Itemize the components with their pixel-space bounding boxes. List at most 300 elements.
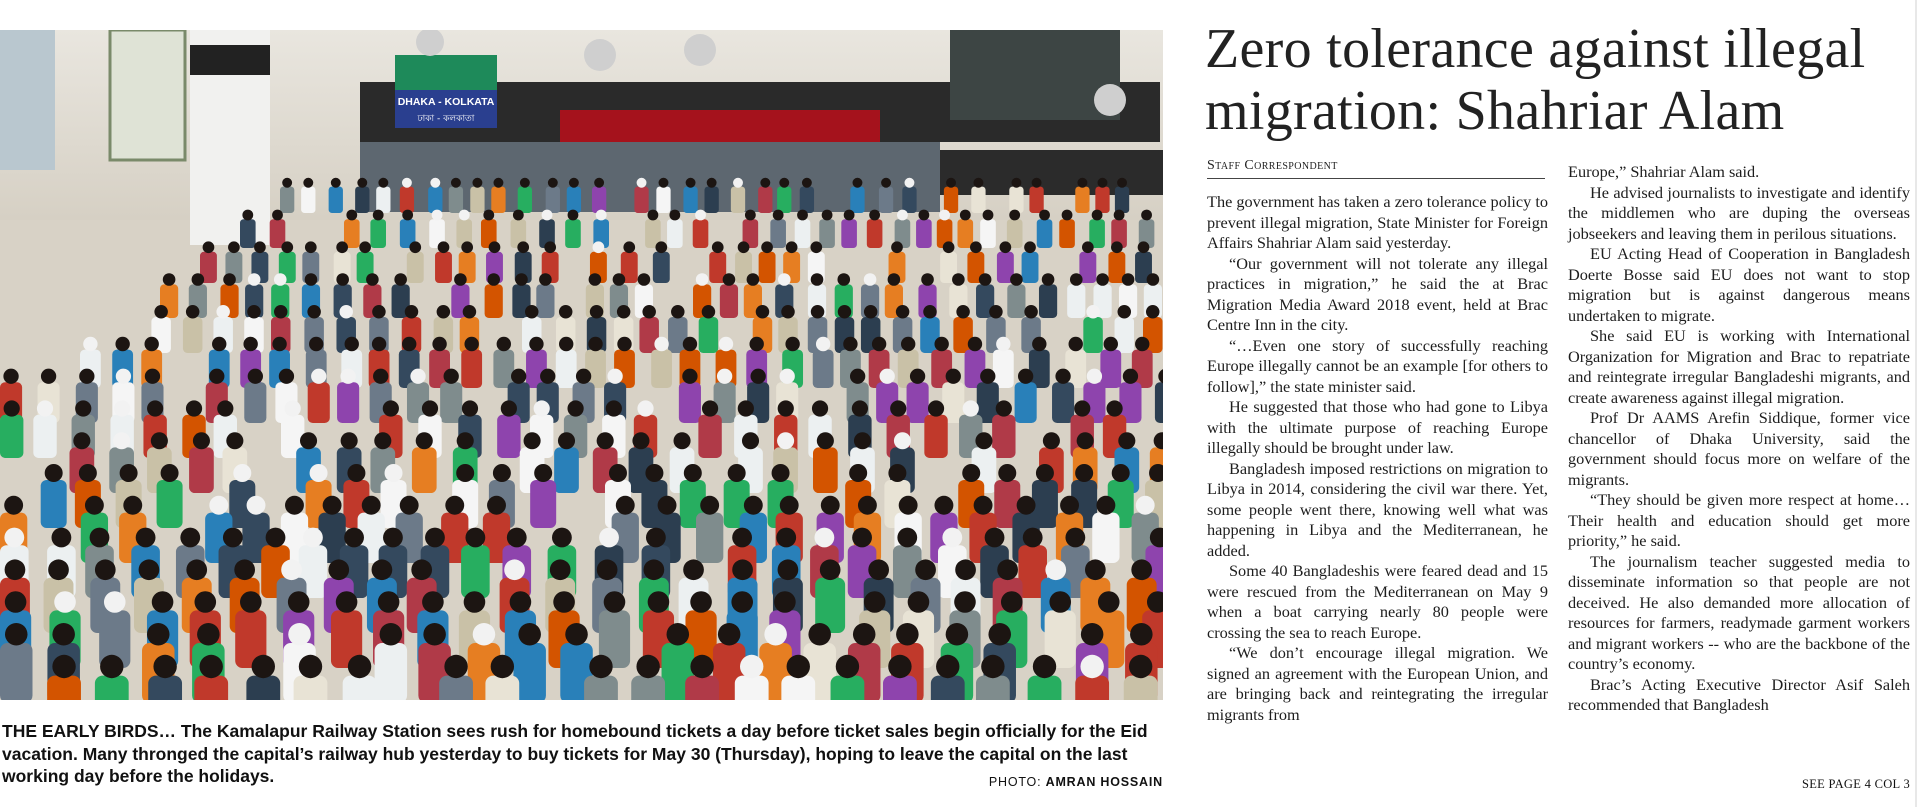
person-head bbox=[534, 464, 552, 482]
person-head bbox=[1069, 337, 1083, 351]
person-head bbox=[760, 178, 770, 188]
person-body bbox=[813, 350, 834, 388]
person-head bbox=[1096, 273, 1109, 286]
person-body bbox=[400, 187, 414, 213]
person-body bbox=[1115, 317, 1135, 353]
person-head bbox=[613, 273, 626, 286]
person-head bbox=[153, 655, 176, 678]
person-body bbox=[867, 219, 883, 248]
person-head bbox=[462, 400, 478, 416]
person-head bbox=[981, 655, 1004, 678]
person-head bbox=[366, 273, 379, 286]
person-head bbox=[1060, 496, 1079, 515]
person-head bbox=[696, 273, 709, 286]
person-head bbox=[518, 623, 541, 646]
person-head bbox=[996, 337, 1010, 351]
person-body bbox=[916, 219, 932, 248]
person-head bbox=[405, 305, 419, 319]
person-head bbox=[1039, 210, 1050, 221]
person-head bbox=[378, 178, 388, 188]
person-body bbox=[428, 187, 442, 213]
person-head bbox=[747, 273, 760, 286]
person-head bbox=[821, 496, 840, 515]
person-head bbox=[380, 623, 403, 646]
person-head bbox=[921, 273, 934, 286]
person-head bbox=[1106, 400, 1122, 416]
person-head bbox=[1077, 178, 1087, 188]
person-head bbox=[336, 241, 348, 253]
person-head bbox=[163, 273, 176, 286]
person-head bbox=[749, 337, 763, 351]
person-head bbox=[266, 528, 286, 548]
person-head bbox=[559, 337, 573, 351]
person-body bbox=[554, 447, 579, 493]
person-head bbox=[998, 464, 1016, 482]
person-body bbox=[329, 187, 343, 213]
person-head bbox=[493, 464, 511, 482]
person-head bbox=[745, 210, 756, 221]
person-head bbox=[558, 432, 575, 449]
person-head bbox=[52, 623, 75, 646]
person-head bbox=[1049, 591, 1071, 613]
person-head bbox=[402, 178, 412, 188]
person-head bbox=[186, 400, 202, 416]
person-head bbox=[744, 496, 763, 515]
person-body bbox=[699, 317, 719, 353]
person-head bbox=[487, 273, 500, 286]
person-head bbox=[409, 241, 421, 253]
person-head bbox=[980, 369, 995, 384]
person-body bbox=[1095, 187, 1109, 213]
person-body bbox=[375, 643, 408, 700]
person-body bbox=[993, 350, 1014, 388]
person-head bbox=[41, 369, 56, 384]
person-head bbox=[872, 337, 886, 351]
person-head bbox=[372, 559, 393, 580]
person-head bbox=[973, 178, 983, 188]
person-head bbox=[550, 559, 571, 580]
person-body bbox=[924, 415, 947, 458]
person-head bbox=[372, 337, 386, 351]
person-body bbox=[758, 187, 772, 213]
person-head bbox=[37, 400, 53, 416]
person-head bbox=[655, 241, 667, 253]
person-head bbox=[742, 432, 759, 449]
person-body bbox=[244, 382, 266, 423]
person-head bbox=[928, 400, 944, 416]
person-head bbox=[778, 559, 799, 580]
person-head bbox=[288, 591, 310, 613]
person-head bbox=[151, 432, 168, 449]
person-head bbox=[247, 496, 266, 515]
person-body bbox=[944, 187, 958, 213]
person-head bbox=[489, 241, 501, 253]
article-byline: Staff Correspondent bbox=[1207, 158, 1545, 179]
person-head bbox=[548, 178, 558, 188]
person-head bbox=[1033, 655, 1056, 678]
person-head bbox=[777, 432, 794, 449]
person-head bbox=[738, 241, 750, 253]
paragraph: The journalism teacher suggested media to disseminate information so that people are not deceived. He also demanded more allocation of resources for farmers, readymade garment workers and migrant workers -- who are the backbone of the country’s economy. bbox=[1568, 551, 1910, 673]
person-head bbox=[328, 559, 349, 580]
person-head bbox=[814, 528, 834, 548]
person-head bbox=[864, 273, 877, 286]
person-head bbox=[901, 337, 915, 351]
person-head bbox=[1123, 369, 1138, 384]
person-body bbox=[957, 219, 973, 248]
person-head bbox=[186, 305, 200, 319]
station-sign-green bbox=[395, 55, 497, 90]
person-body bbox=[0, 415, 23, 458]
person-head bbox=[75, 400, 91, 416]
paragraph: “…Even one story of successfully reaching Europe illegally cannot be an example [for others to follow],” the state minister said. bbox=[1207, 335, 1548, 396]
person-head bbox=[808, 623, 831, 646]
person-head bbox=[1135, 337, 1149, 351]
person-body bbox=[653, 252, 670, 283]
person-head bbox=[444, 369, 459, 384]
person-head bbox=[5, 591, 27, 613]
person-body bbox=[1028, 676, 1062, 700]
person-head bbox=[787, 655, 810, 678]
person-head bbox=[686, 178, 696, 188]
person-head bbox=[1114, 210, 1125, 221]
person-head bbox=[336, 591, 358, 613]
person-head bbox=[513, 210, 524, 221]
person-body bbox=[33, 415, 56, 458]
person-body bbox=[0, 643, 33, 700]
person-head bbox=[667, 623, 690, 646]
person-body bbox=[567, 187, 581, 213]
person-head bbox=[226, 432, 243, 449]
person-head bbox=[797, 210, 808, 221]
person-head bbox=[974, 496, 993, 515]
person-body bbox=[656, 187, 670, 213]
person-head bbox=[576, 369, 591, 384]
person-body bbox=[1015, 382, 1037, 423]
person-head bbox=[154, 305, 168, 319]
person-head bbox=[282, 178, 292, 188]
person-head bbox=[864, 305, 878, 319]
person-head bbox=[880, 369, 895, 384]
person-head bbox=[939, 210, 950, 221]
person-head bbox=[606, 400, 622, 416]
person-head bbox=[507, 528, 527, 548]
person-body bbox=[1052, 382, 1074, 423]
person-head bbox=[644, 559, 665, 580]
person-head bbox=[145, 369, 160, 384]
person-body bbox=[704, 187, 718, 213]
person-head bbox=[422, 400, 438, 416]
page-edge bbox=[1915, 0, 1917, 807]
person-body bbox=[651, 350, 672, 388]
person-head bbox=[642, 305, 656, 319]
person-body bbox=[440, 382, 462, 423]
person-head bbox=[416, 432, 433, 449]
person-head bbox=[599, 528, 619, 548]
person-body bbox=[1029, 187, 1043, 213]
person-head bbox=[310, 464, 328, 482]
paragraph: Brac’s Acting Executive Director Asif Saleh recommended that Bangladesh bbox=[1568, 674, 1910, 714]
person-body bbox=[1100, 350, 1121, 388]
person-head bbox=[192, 273, 205, 286]
person-head bbox=[147, 623, 170, 646]
person-head bbox=[4, 496, 23, 515]
person-head bbox=[305, 241, 317, 253]
person-head bbox=[1131, 559, 1152, 580]
person-head bbox=[272, 337, 286, 351]
person-head bbox=[228, 241, 240, 253]
person-head bbox=[946, 369, 961, 384]
person-body bbox=[439, 676, 473, 700]
person-head bbox=[890, 400, 906, 416]
person-head bbox=[854, 432, 871, 449]
person-head bbox=[702, 305, 716, 319]
person-head bbox=[1036, 464, 1054, 482]
person-head bbox=[186, 559, 207, 580]
person-head bbox=[1136, 496, 1155, 515]
person-head bbox=[700, 496, 719, 515]
person-head bbox=[274, 305, 288, 319]
person-body bbox=[240, 219, 256, 248]
person-head bbox=[54, 591, 76, 613]
person-head bbox=[461, 241, 473, 253]
person-head bbox=[209, 496, 228, 515]
person-head bbox=[943, 241, 955, 253]
person-body bbox=[841, 219, 857, 248]
person-head bbox=[552, 528, 572, 548]
person-head bbox=[1118, 432, 1135, 449]
person-body bbox=[693, 219, 709, 248]
person-head bbox=[463, 305, 477, 319]
person-head bbox=[410, 369, 425, 384]
person-head bbox=[648, 591, 670, 613]
person-head bbox=[1074, 400, 1090, 416]
person-body bbox=[1075, 187, 1089, 213]
news-photo bbox=[0, 30, 1163, 700]
person-body bbox=[819, 219, 835, 248]
person-head bbox=[248, 369, 263, 384]
person-head bbox=[432, 210, 443, 221]
person-head bbox=[459, 210, 470, 221]
person-body bbox=[343, 676, 377, 700]
person-head bbox=[568, 210, 579, 221]
person-head bbox=[1070, 273, 1083, 286]
person-head bbox=[497, 337, 511, 351]
person-head bbox=[918, 210, 929, 221]
person-head bbox=[756, 305, 770, 319]
person-head bbox=[1138, 241, 1150, 253]
person-head bbox=[645, 464, 663, 482]
person-head bbox=[638, 273, 651, 286]
paragraph: EU Acting Head of Cooperation in Bangladesh Doerte Bosse said EU does not want to stop migration but is against dangerous means undertaken to migrate. bbox=[1568, 244, 1910, 325]
person-head bbox=[817, 432, 834, 449]
person-head bbox=[594, 178, 604, 188]
person-head bbox=[646, 528, 666, 548]
person-body bbox=[1059, 219, 1075, 248]
person-head bbox=[896, 305, 910, 319]
person-head bbox=[372, 305, 386, 319]
person-head bbox=[383, 528, 403, 548]
person-head bbox=[1086, 305, 1100, 319]
person-body bbox=[412, 447, 437, 493]
person-body bbox=[461, 350, 482, 388]
person-head bbox=[79, 464, 97, 482]
person-body bbox=[301, 187, 315, 213]
person-head bbox=[1092, 210, 1103, 221]
person-head bbox=[849, 464, 867, 482]
person-body bbox=[980, 219, 996, 248]
person-head bbox=[923, 305, 937, 319]
person-head bbox=[197, 623, 220, 646]
person-body bbox=[831, 676, 865, 700]
person-head bbox=[896, 623, 919, 646]
article-column-1 bbox=[1207, 192, 1548, 725]
person-head bbox=[781, 305, 795, 319]
person-head bbox=[454, 273, 467, 286]
article-headline: Zero tolerance against illegal migration: Shahriar Alam bbox=[1205, 18, 1866, 142]
person-body bbox=[683, 187, 697, 213]
person-head bbox=[836, 655, 859, 678]
person-head bbox=[144, 337, 158, 351]
person-head bbox=[569, 178, 579, 188]
person-body bbox=[971, 187, 985, 213]
person-head bbox=[357, 178, 367, 188]
person-head bbox=[946, 623, 969, 646]
person-head bbox=[348, 655, 371, 678]
person-head bbox=[152, 591, 174, 613]
person-body bbox=[157, 480, 183, 528]
person-head bbox=[659, 178, 669, 188]
person-head bbox=[1085, 559, 1106, 580]
person-head bbox=[682, 369, 697, 384]
person-head bbox=[1024, 305, 1038, 319]
person-head bbox=[216, 305, 230, 319]
person-body bbox=[813, 447, 838, 493]
person-head bbox=[542, 210, 553, 221]
person-head bbox=[524, 432, 541, 449]
see-page-jump[interactable]: SEE PAGE 4 COL 3 bbox=[1801, 777, 1910, 791]
person-head bbox=[780, 369, 795, 384]
person-head bbox=[1001, 591, 1023, 613]
person-head bbox=[347, 464, 365, 482]
person-head bbox=[212, 337, 226, 351]
person-head bbox=[853, 178, 863, 188]
person-body bbox=[883, 676, 917, 700]
person-body bbox=[795, 219, 811, 248]
person-head bbox=[1042, 273, 1055, 286]
person-head bbox=[888, 655, 911, 678]
person-head bbox=[5, 623, 28, 646]
person-head bbox=[837, 273, 850, 286]
person-head bbox=[1032, 337, 1046, 351]
person-head bbox=[718, 623, 741, 646]
person-head bbox=[1104, 337, 1118, 351]
person-body bbox=[47, 676, 81, 700]
person-head bbox=[956, 305, 970, 319]
person-head bbox=[1017, 496, 1036, 515]
person-head bbox=[274, 273, 287, 286]
person-head bbox=[1075, 464, 1093, 482]
person-head bbox=[604, 591, 626, 613]
person-head bbox=[1009, 210, 1020, 221]
person-body bbox=[976, 676, 1010, 700]
paragraph: “Our government will not tolerate any illegal practices in migration,” he said the at Brac Migration Media Award 2018 event, held at Brac Centre Inn in the city. bbox=[1207, 253, 1548, 334]
person-head bbox=[684, 464, 702, 482]
person-head bbox=[79, 369, 94, 384]
person-body bbox=[634, 187, 648, 213]
person-head bbox=[4, 528, 24, 548]
person-head bbox=[850, 369, 865, 384]
caption-lead: THE EARLY BIRDS… bbox=[2, 721, 177, 741]
person-body bbox=[685, 676, 719, 700]
person-head bbox=[776, 528, 796, 548]
person-head bbox=[464, 337, 478, 351]
person-body bbox=[1022, 252, 1039, 283]
person-head bbox=[346, 210, 357, 221]
person-head bbox=[1043, 432, 1060, 449]
person-head bbox=[373, 210, 384, 221]
person-body bbox=[485, 284, 503, 318]
person-head bbox=[915, 559, 936, 580]
person-head bbox=[1045, 559, 1066, 580]
person-head bbox=[597, 559, 618, 580]
person-head bbox=[590, 305, 604, 319]
person-head bbox=[988, 623, 1011, 646]
person-head bbox=[194, 591, 216, 613]
person-head bbox=[786, 241, 798, 253]
person-head bbox=[374, 432, 391, 449]
person-head bbox=[430, 178, 440, 188]
person-head bbox=[483, 210, 494, 221]
person-head bbox=[904, 178, 914, 188]
person-head bbox=[199, 655, 222, 678]
person-head bbox=[331, 178, 341, 188]
person-body bbox=[631, 676, 665, 700]
person-head bbox=[373, 369, 388, 384]
person-head bbox=[394, 273, 407, 286]
person-head bbox=[780, 496, 799, 515]
person-head bbox=[472, 178, 482, 188]
person-head bbox=[288, 623, 311, 646]
person-head bbox=[456, 464, 474, 482]
person-head bbox=[597, 432, 614, 449]
person-head bbox=[303, 178, 313, 188]
person-head bbox=[385, 464, 403, 482]
person-head bbox=[223, 273, 236, 286]
person-head bbox=[812, 400, 828, 416]
person-head bbox=[811, 305, 825, 319]
person-head bbox=[636, 655, 659, 678]
person-head bbox=[593, 241, 605, 253]
person-head bbox=[299, 655, 322, 678]
person-head bbox=[254, 241, 266, 253]
person-head bbox=[161, 464, 179, 482]
paragraph: Prof Dr AAMS Arefin Siddique, former vice chancellor of Dhaka University, said the government should focus more on welfare of the migrants. bbox=[1568, 408, 1910, 489]
person-head bbox=[740, 655, 763, 678]
person-body bbox=[902, 187, 916, 213]
person-head bbox=[910, 369, 925, 384]
person-head bbox=[997, 559, 1018, 580]
person-body bbox=[667, 219, 683, 248]
person-head bbox=[690, 655, 713, 678]
person-head bbox=[511, 369, 526, 384]
person-body bbox=[546, 187, 560, 213]
person-head bbox=[1011, 178, 1021, 188]
person-head bbox=[712, 241, 724, 253]
person-head bbox=[487, 496, 506, 515]
person-head bbox=[243, 337, 257, 351]
person-head bbox=[90, 528, 110, 548]
